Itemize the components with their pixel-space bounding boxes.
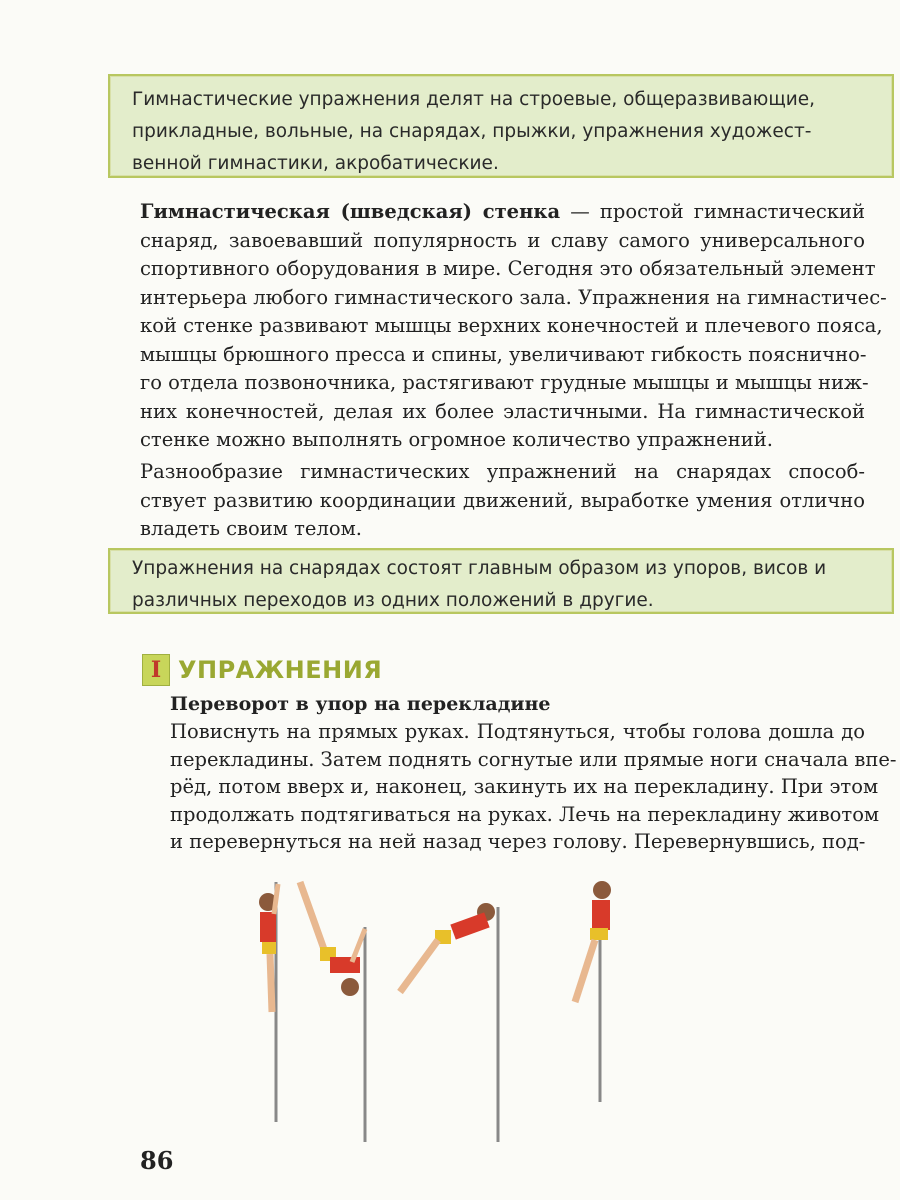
paragraph-variety [140,458,865,544]
box-line: Гимнастические упражнения делят на строевые, общеразвивающие, [132,89,816,110]
text-line: Повиснуть на прямых руках. Подтянуться, чтобы голова дошла до [170,720,865,743]
text-fragment: — простой гимнастический [560,200,865,223]
box-line: прикладные, вольные, на снарядах, прыжки, упражнения художест- [132,121,812,142]
text-line: снаряд, завоевавший популярность и славу самого универсального [140,228,865,252]
text-line: интерьера любого гимнастического зала. Упражнения на гимнастичес- [140,285,887,309]
gymnast-figure-legs-up [300,882,365,1142]
exercise-title: Переворот в упор на перекладине [170,693,551,715]
gymnast-figure-over-bar [400,903,498,1142]
bold-term: Гимнастическая (шведская) стенка [140,200,561,223]
text-line: рёд, потом вверх и, наконец, закинуть их на перекладину. При этом [170,775,879,798]
text-line: го отдела позвоночника, растягивают грудные мышцы и мышцы ниж- [140,371,869,394]
exercise-illustration [230,862,750,1142]
exercise-section-icon: I [142,654,170,686]
definition-box-gymnastics-types [108,74,894,178]
text-line: спортивного оборудования в мире. Сегодня это обязательный элемент [140,257,876,280]
text-line: кой стенке развивают мышцы верхних конечностей и плечевого пояса, [140,314,883,337]
text-line: продолжать подтягиваться на руках. Лечь на перекладину животом [170,802,880,826]
text-line [140,198,865,227]
text-line: и перевернуться на ней назад через голову. Перевернувшись, под- [170,830,866,853]
section-heading [142,654,382,686]
box-line: венной гимнастики, акробатические. [132,153,499,174]
gymnast-figure-hang [259,882,278,1122]
text-line: Разнообразие гимнастических упражнений на снарядах способ- [140,460,865,483]
text-line: ствует развитию координации движений, выработке умения отлично [140,488,865,512]
page-number: 86 [140,1146,174,1175]
gymnast-figure-support [575,881,611,1102]
box-line: Упражнения на снарядах состоят главным образом из упоров, висов и [132,558,827,579]
paragraph-swedish-wall [140,198,887,455]
text-line: перекладины. Затем поднять согнутые или прямые ноги сначала впе- [170,747,897,771]
text-line: них конечностей, делая их более эластичными. На гимнастической [140,399,865,423]
text-line: мышцы брюшного пресса и спины, увеличивают гибкость пояснично- [140,342,867,366]
exercise-description [170,718,897,856]
box-line: различных переходов из одних положений в другие. [132,590,654,611]
text-line: стенке можно выполнять огромное количество упражнений. [140,428,773,451]
section-title: УПРАЖНЕНИЯ [178,656,383,684]
text-line: владеть своим телом. [140,517,362,540]
definition-box-apparatus [108,548,894,614]
